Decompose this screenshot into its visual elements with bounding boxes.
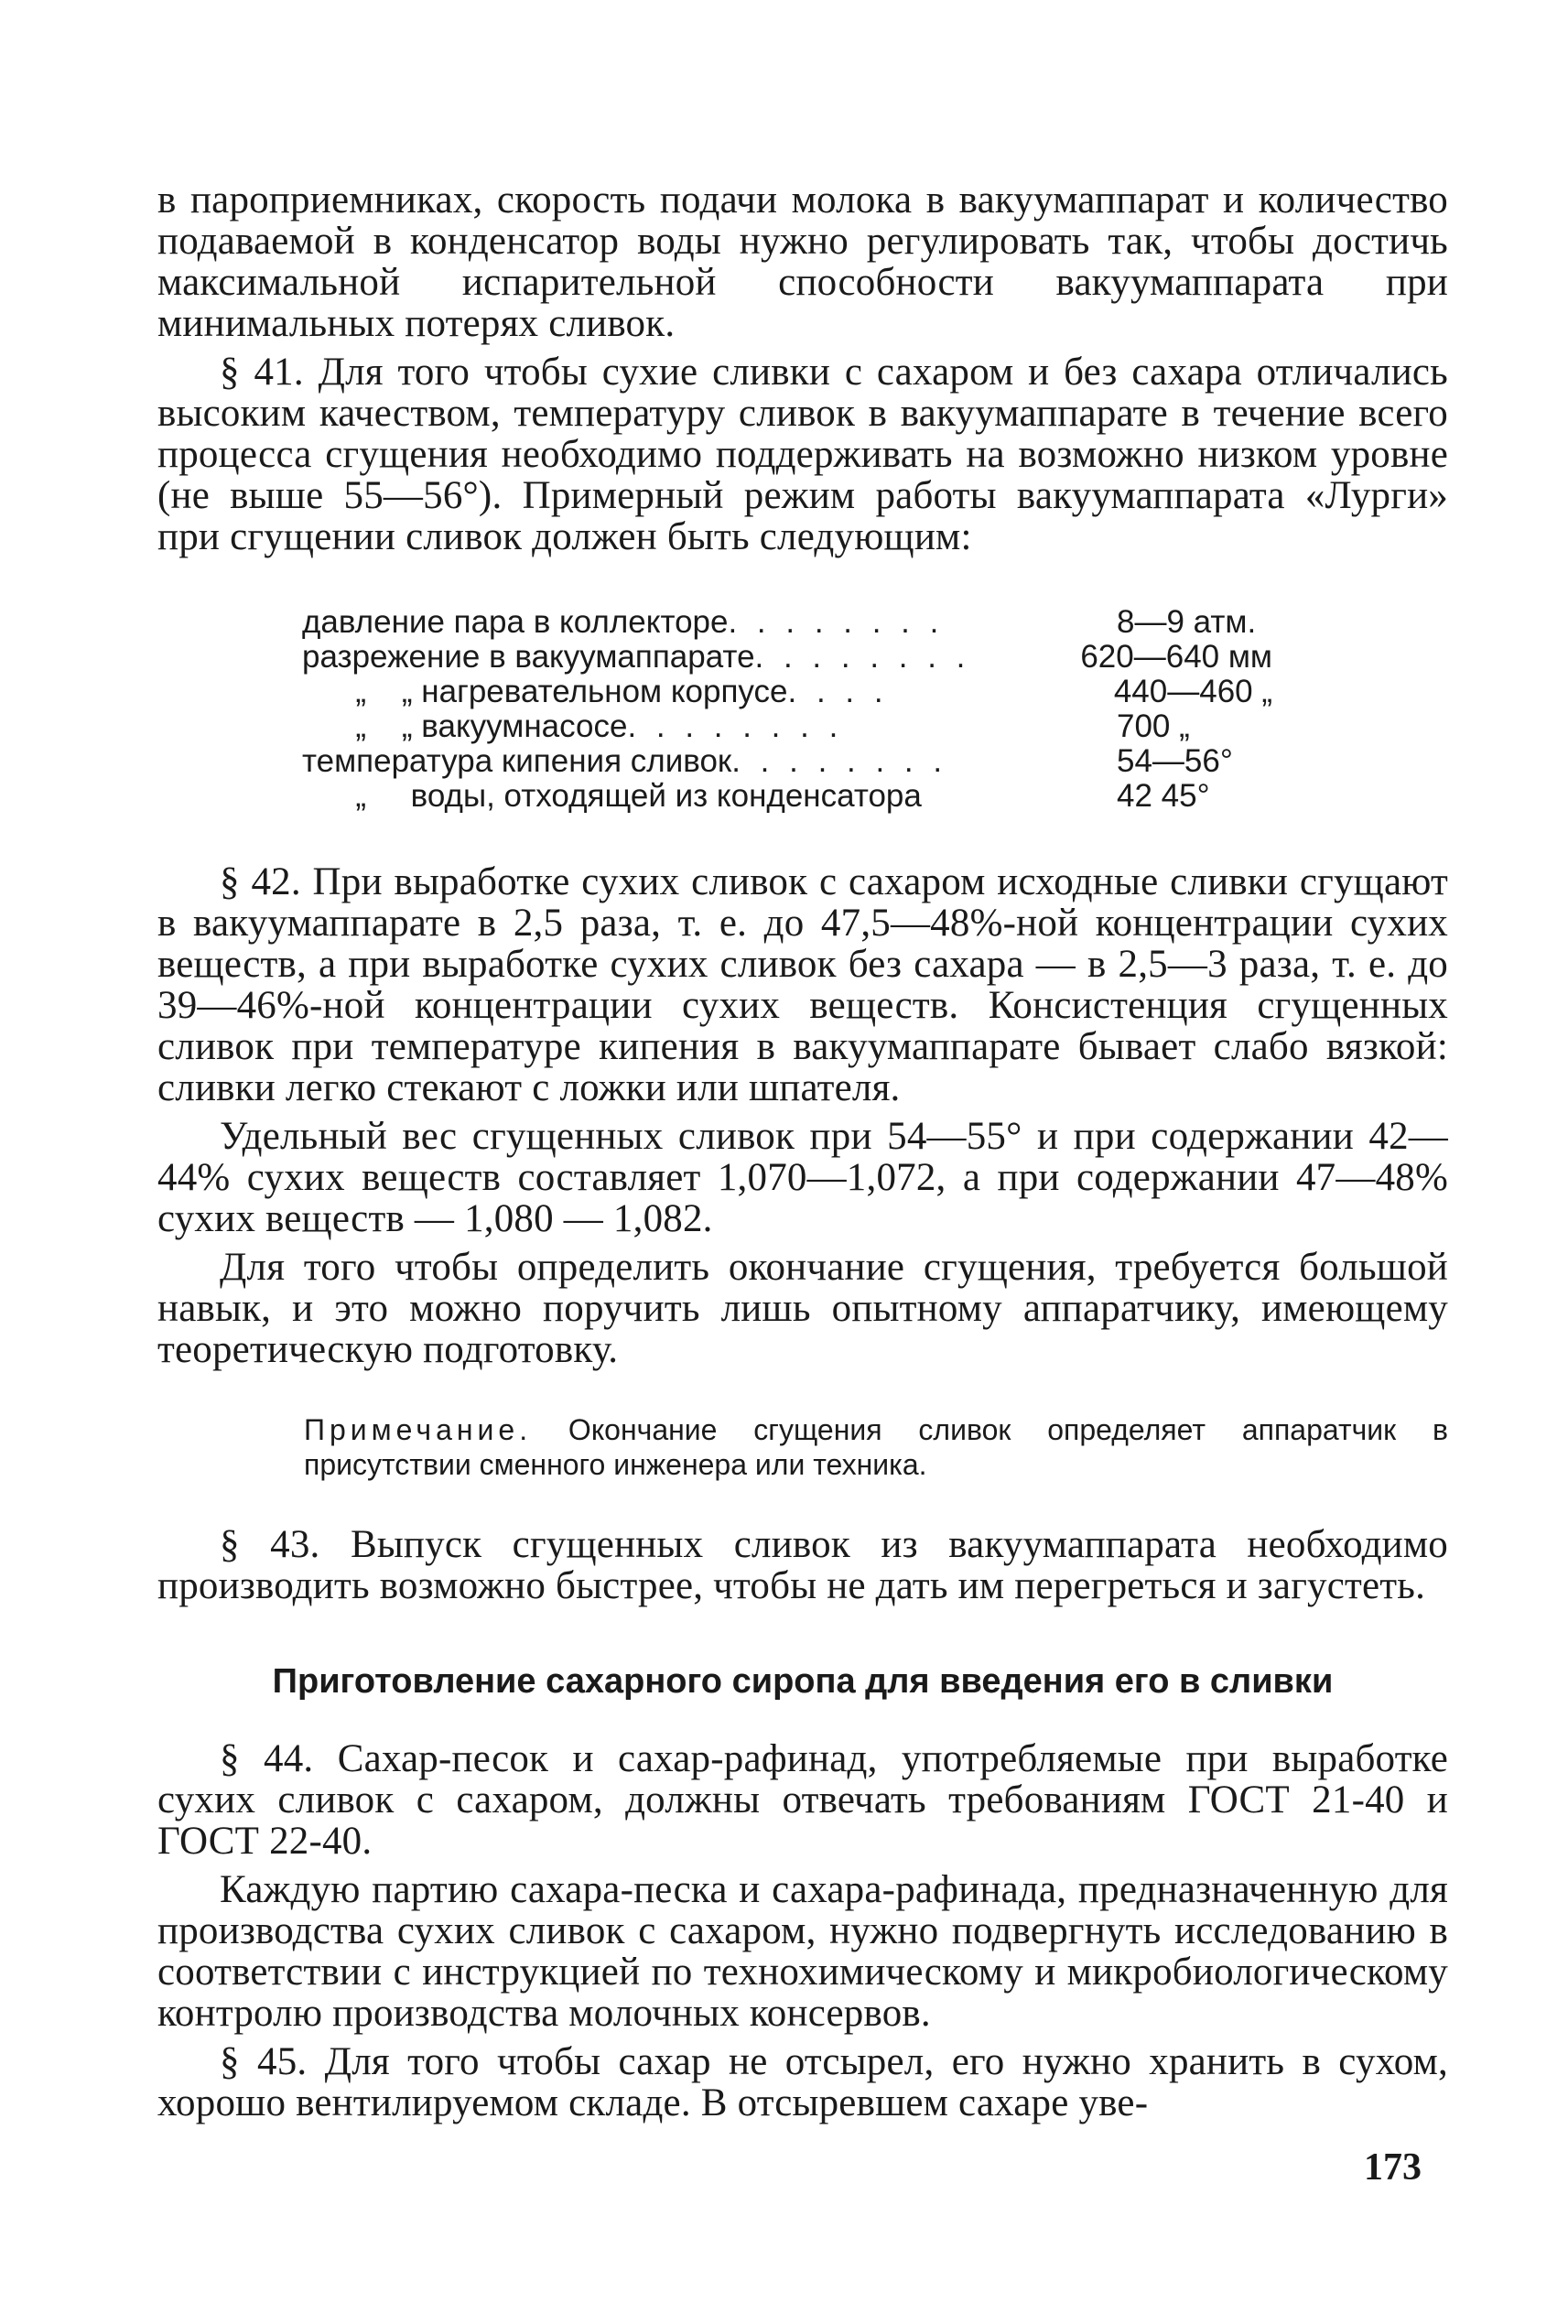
row-value: 8—9 атм. xyxy=(1117,604,1257,640)
table-row xyxy=(302,675,1272,709)
regime-table xyxy=(302,605,1272,814)
row-label: давление пара в коллекторе xyxy=(302,604,729,640)
row-value: 54—56° xyxy=(1117,743,1233,779)
table-row xyxy=(302,779,1272,814)
paragraph-specific-weight: Удельный вес сгущенных сливок при 54—55° и при содержании 42—44% сухих веществ составляет 1,070—1,072, а при содержании 47—48% сухих веществ — 1,080 — 1,082. xyxy=(157,1115,1448,1240)
paragraph-43: § 43. Выпуск сгущенных сливок из вакуумаппарата необходимо производить возможно быстрее, чтобы не дать им перегреться и загустеть. xyxy=(157,1523,1448,1607)
table-row xyxy=(302,605,1272,640)
paragraph-44: § 44. Сахар-песок и сахар-рафинад, употребляемые при выработке сухих сливок с сахаром, должны отвечать требованиям ГОСТ 21-40 и ГОСТ 22-40. xyxy=(157,1737,1448,1863)
table-row xyxy=(302,640,1272,675)
row-label: „ „ вакуумнасосе xyxy=(302,708,628,744)
row-label: „ воды, отходящей из конденсатора xyxy=(302,778,922,814)
note-block xyxy=(304,1412,1448,1482)
row-label: температура кипения сливок xyxy=(302,743,732,779)
paragraph-intro: в пароприемниках, скорость подачи молока в вакуумаппарат и количество подаваемой в конденсатор воды нужно регулировать так, чтобы достичь максимальной испарительной способности вакуумаппарата при минимальных потерях сливок. xyxy=(157,178,1448,345)
row-label: „ „ нагревательном корпусе xyxy=(302,674,788,709)
row-dots: . . . . . . . . xyxy=(627,709,844,744)
note-text: Окончание сгущения сливок определяет аппаратчик в присутствии сменного инженера или техника. xyxy=(304,1413,1448,1481)
row-label: разрежение в вакуумаппарате xyxy=(302,639,755,675)
paragraph-skill: Для того чтобы определить окончание сгущения, требуется большой навык, и это можно поручить лишь опытному аппаратчику, имеющему теоретическую подготовку. xyxy=(157,1246,1448,1371)
row-dots: . . . . xyxy=(787,675,889,709)
row-value: 440—460 „ xyxy=(1113,674,1272,709)
row-value: 42 45° xyxy=(1117,778,1210,814)
paragraph-42: § 42. При выработке сухих сливок с сахаром исходные сливки сгущают в вакуумаппарате в 2,5 раза, т. е. до 47,5—48%-ной концентрации сухих веществ, а при выработке сухих сливок без сахара — в 2,5—3 раза, т. е. до 39—46%-ной концентрации сухих веществ. Консистенция сгущенных сливок при температуре кипения в вакуумаппарате бывает слабо вязкой: сливки легко стекают с ложки или шпателя. xyxy=(157,860,1448,1109)
table-row xyxy=(302,709,1272,744)
row-dots: . . . . . . . . xyxy=(728,605,945,640)
paragraph-batch: Каждую партию сахара-песка и сахара-рафинада, предназначенную для производства сухих сливок с сахаром, нужно подвергнуть исследованию в соответствии с инструкцией по технохимическому и микробиологическому контролю производства молочных консервов. xyxy=(157,1868,1448,2035)
paragraph-41: § 41. Для того чтобы сухие сливки с сахаром и без сахара отличались высоким качеством, температуру сливок в вакуумаппарате в течение всего процесса сгущения необходимо поддерживать на возможно низком уровне (не выше 55—56°). Примерный режим работы вакуумаппарата «Лурги» при сгущении сливок должен быть следующим: xyxy=(157,351,1448,558)
section-heading: Приготовление сахарного сиропа для введения его в сливки xyxy=(272,1662,1334,1701)
row-dots: . . . . . . . . xyxy=(754,640,971,675)
table-row xyxy=(302,744,1272,779)
note-label: Примечание. xyxy=(304,1413,533,1446)
row-dots: . . . . . . . . xyxy=(731,744,948,779)
row-dots xyxy=(922,779,1117,814)
row-value: 700 „ xyxy=(1117,708,1190,744)
page-body xyxy=(157,179,1448,2124)
page-number: 173 xyxy=(1364,2146,1422,2189)
row-value: 620—640 мм xyxy=(1080,639,1272,675)
paragraph-45: § 45. Для того чтобы сахар не отсырел, его нужно хранить в сухом, хорошо вентилируемом складе. В отсыревшем сахаре уве- xyxy=(157,2040,1448,2124)
